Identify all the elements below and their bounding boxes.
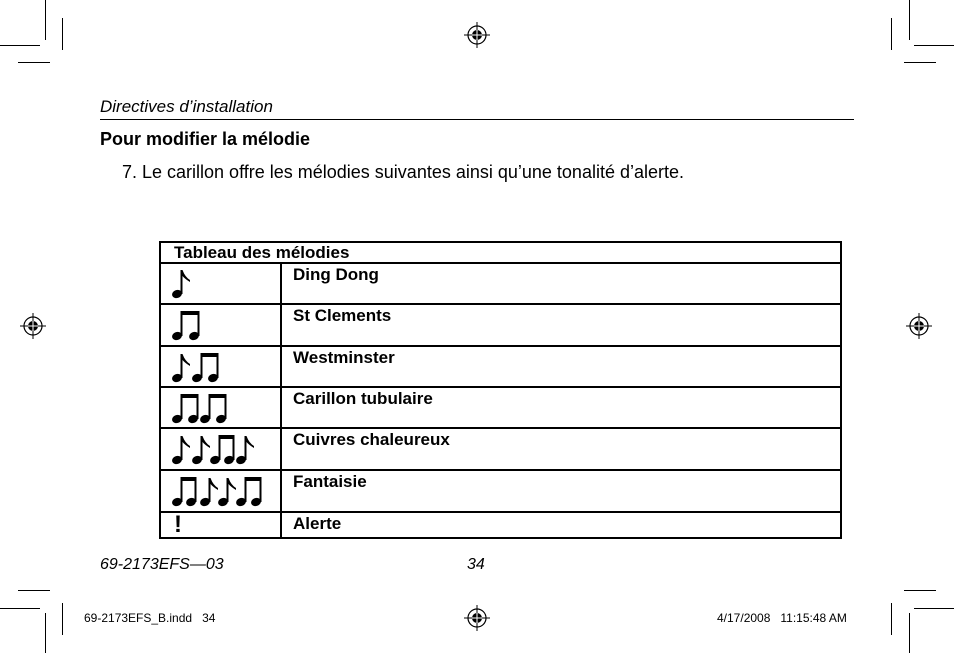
melody-name: Fantaisie bbox=[293, 472, 367, 491]
double-beamed-notes-icon bbox=[161, 388, 282, 427]
melody-name: Carillon tubulaire bbox=[293, 389, 433, 408]
beamed-notes-icon bbox=[161, 305, 282, 345]
crop-mark bbox=[914, 608, 954, 609]
crop-mark bbox=[914, 45, 954, 46]
melody-name: Ding Dong bbox=[293, 265, 379, 284]
registration-mark-icon bbox=[20, 313, 46, 339]
registration-mark-icon bbox=[906, 313, 932, 339]
crop-mark bbox=[891, 603, 892, 635]
crop-mark bbox=[62, 18, 63, 50]
registration-mark-icon bbox=[464, 22, 490, 48]
table-row bbox=[161, 347, 840, 388]
alert-glyph: ! bbox=[174, 511, 182, 538]
registration-mark-icon bbox=[464, 605, 490, 631]
crop-mark bbox=[891, 18, 892, 50]
header-rule bbox=[100, 119, 854, 120]
exclamation-icon bbox=[161, 513, 282, 537]
melody-name: Cuivres chaleureux bbox=[293, 430, 450, 449]
crop-mark bbox=[904, 62, 936, 63]
slug-file-name: 69-2173EFS_B.indd 34 bbox=[84, 611, 216, 625]
five-note-pattern-icon bbox=[161, 471, 282, 511]
crop-mark bbox=[904, 590, 936, 591]
single-eighth-note-icon bbox=[161, 264, 282, 303]
crop-mark bbox=[909, 613, 910, 653]
crop-mark bbox=[45, 0, 46, 40]
crop-mark bbox=[0, 608, 40, 609]
table-row bbox=[161, 513, 840, 537]
page-number: 34 bbox=[467, 556, 485, 573]
melody-name: St Clements bbox=[293, 306, 392, 325]
four-note-pattern-icon bbox=[161, 429, 282, 469]
eighth-and-beamed-notes-icon bbox=[161, 347, 282, 386]
melody-table bbox=[159, 241, 842, 539]
crop-mark bbox=[62, 603, 63, 635]
section-title: Pour modifier la mélodie bbox=[100, 129, 311, 149]
table-row bbox=[161, 305, 840, 347]
table-row bbox=[161, 429, 840, 471]
melody-name: Westminster bbox=[293, 348, 395, 367]
crop-mark bbox=[0, 45, 40, 46]
step-text: 7. Le carillon offre les mélodies suivantes ainsi qu’une tonalité d’alerte. bbox=[122, 162, 684, 182]
table-header: Tableau des mélodies bbox=[161, 243, 840, 264]
running-head: Directives d’installation bbox=[100, 97, 273, 116]
table-row bbox=[161, 264, 840, 305]
document-number: 69-2173EFS—03 bbox=[100, 556, 224, 573]
crop-mark bbox=[18, 62, 50, 63]
crop-mark bbox=[45, 613, 46, 653]
slug-datetime: 4/17/2008 11:15:48 AM bbox=[717, 611, 847, 625]
table-row bbox=[161, 471, 840, 513]
crop-mark bbox=[18, 590, 50, 591]
melody-name: Alerte bbox=[293, 514, 342, 533]
crop-mark bbox=[909, 0, 910, 40]
table-row bbox=[161, 388, 840, 429]
